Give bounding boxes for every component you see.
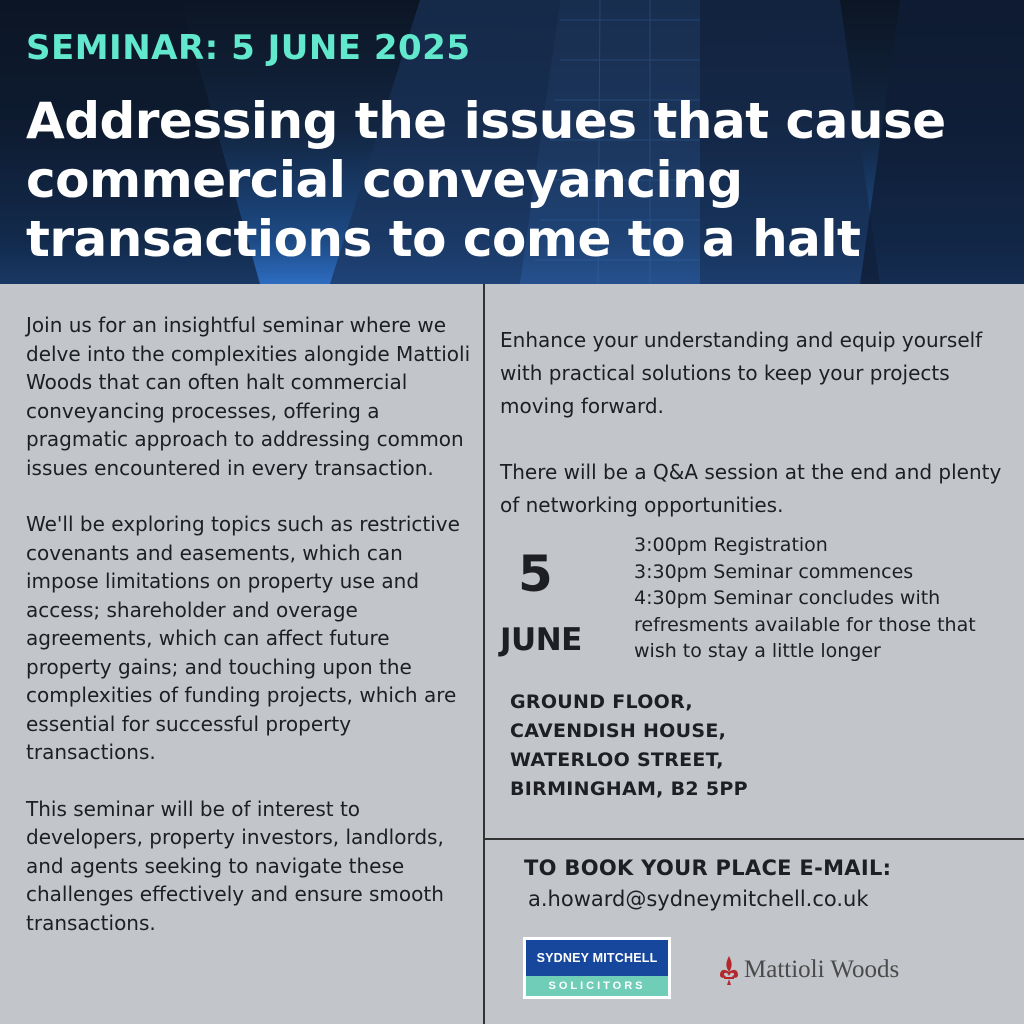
sydney-mitchell-logo-tagline: SOLICITORS — [526, 976, 668, 996]
mattioli-woods-logo-name: Mattioli Woods — [744, 956, 900, 983]
address-line: BIRMINGHAM, B2 5PP — [510, 778, 748, 800]
audience-paragraph: This seminar will be of interest to developers, property investors, landlords, and agents seeking to navigate these challenges effectively and ensure smooth transactions. — [26, 796, 444, 935]
event-day: 5 — [518, 545, 553, 603]
sydney-mitchell-logo-name: SYDNEY MITCHELL — [526, 940, 668, 976]
mattioli-woods-logo — [718, 950, 899, 990]
booking-divider — [484, 838, 1024, 840]
sydney-mitchell-logo — [523, 937, 671, 999]
intro-paragraph: Join us for an insightful seminar where we delve into the complexities alongide Mattioli Woods that can often halt commercial conveyancing processes, offering a pragmatic approach to addressing common issues encountered in every transaction. — [26, 313, 471, 480]
left-column — [26, 311, 476, 965]
address-line: WATERLOO STREET, — [510, 749, 724, 771]
schedule-item: 4:30pm Seminar concludes with refresments available for those that wish to stay a little longer — [634, 587, 976, 662]
venue-address — [510, 688, 748, 804]
schedule-item: 3:30pm Seminar commences — [634, 560, 914, 583]
seminar-date-eyebrow: SEMINAR: 5 JUNE 2025 — [26, 28, 471, 68]
hero-banner — [0, 0, 1024, 284]
address-line: GROUND FLOOR, — [510, 691, 693, 713]
topics-paragraph: We'll be exploring topics such as restrictive covenants and easements, which can impose limitations on property use and access; shareholder and overage agreements, which can affect future property gains; and touching upon the complexities of funding projects, which are essential for successful property transactions. — [26, 512, 460, 764]
right-column-text — [500, 324, 1010, 555]
address-line: CAVENDISH HOUSE, — [510, 720, 727, 742]
fleur-de-lis-icon — [718, 954, 740, 986]
benefit-paragraph: Enhance your understanding and equip yourself with practical solutions to keep your projects moving forward. — [500, 328, 983, 418]
column-divider — [483, 284, 485, 1024]
page-title: Addressing the issues that cause commercial conveyancing transactions to come to a halt — [26, 92, 946, 268]
booking-label: TO BOOK YOUR PLACE E-MAIL: — [524, 856, 892, 880]
qa-paragraph: There will be a Q&A session at the end and plenty of networking opportunities. — [500, 460, 1002, 517]
schedule-item: 3:00pm Registration — [634, 534, 828, 556]
event-schedule — [634, 532, 1019, 665]
booking-email-link[interactable]: a.howard@sydneymitchell.co.uk — [528, 887, 869, 911]
event-month: JUNE — [500, 622, 582, 658]
